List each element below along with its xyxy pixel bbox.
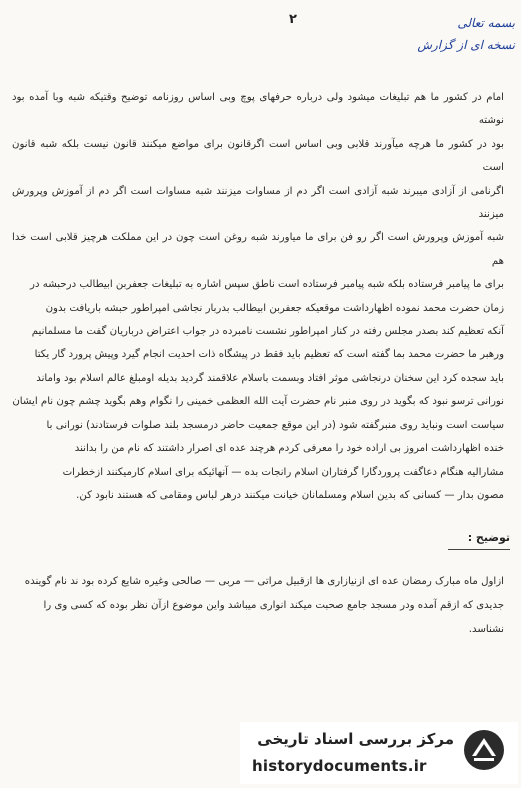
- handwritten-line-2: نسخه ای از گزارش: [417, 38, 515, 52]
- note-line: جدیدی که ازقم آمده ودر مسجد جامع صحبت میکند انواری میباشد واین موضوع ازآن نظر بوده که کسی وی را: [43, 600, 504, 611]
- report-line: اگرنامی از آزادی میبرند شبه آزادی است اگر دم از مساوات میزنند شبه مساوات است اگر دم از آموزش وپرورش میزنند: [12, 185, 504, 221]
- report-line: مشاراليه هنگام دعاگفت پروردگارا گرفتاران اسلام رانجات بده — آنهائیکه برای اسلام کارمیکنند ازخطرات: [62, 466, 504, 478]
- note-heading-label: توضیح :: [467, 531, 510, 544]
- note-heading-underline: [448, 549, 510, 551]
- report-line: امام در کشور ما هم تبلیغات میشود ولی درباره حرفهای پوچ وبی اساس روزنامه توضیح وقتیکه شبه وبا آمده بود نوشته: [12, 92, 504, 127]
- report-line: نورانی ترسو نبود که بگوید در روی منبر نام حضرت آیت الله العظمی خمینی را نگوام وهم بگوید چشم چون نام ایشان: [12, 396, 504, 408]
- note-line: ازاول ماه مبارک رمضان عده ای ازنیازاری ها ازقبیل مراتی — مربی — صالحی وغیره شایع کرده بود ند نام گوینده: [24, 576, 504, 587]
- watermark-site: historydocuments.ir: [252, 757, 427, 775]
- note-line: نشناسد.: [468, 624, 504, 635]
- report-line: شبه آموزش وپرورش است اگر رو فن برای ما میاورند شبه روغن است چون در این مملکت هرچیز قلابی است خدا هم: [12, 232, 504, 267]
- report-line: زمان حضرت محمد نموده اظهارداشت موقعیکه جعفربن ابیطالب بدربار نجاشی امپراطور حبشه باریافت بدون: [45, 302, 504, 314]
- report-line: باید سجده کرد این سخنان درنجاشی موثر افتاد وبسمت باسلام علاقمند گردید بدیله اومبلغ عالم اسلام بود واماند: [36, 372, 504, 384]
- report-line: خنده اظهارداشت امروز بی اراده خود را معرفی کردم هرچند عده ای اصرار داشتند که نام من را بدانند: [74, 443, 504, 455]
- page-number: ۲: [289, 12, 297, 27]
- report-line: سیاست است ونباید روی منبرگفته شود (در این موقع جمعیت حاضر درمسجد بلند صلوات فرستادند) نورانی با: [46, 419, 504, 431]
- report-line: مصون بدار — کسانی که بدین اسلام ومسلمانان خیانت میکنند درهر لباس ومقامی که هستند نابود کن.: [76, 489, 504, 501]
- report-line: آنکه تعظیم کند بصدر مجلس رفته در کنار امپراطور نشست نامبرده در جواب اعتراض درباریان گفت ما مسلمانیم: [31, 326, 504, 338]
- report-line: ورهبر ما حضرت محمد بما گفته است که تعظیم باید فقط در پیشگاه ذات احدیت انجام گیرد وپیش پرورد گار یکتا: [34, 349, 504, 361]
- watermark-title: مرکز بررسی اسناد تاریخی: [257, 730, 454, 748]
- note-body: [12, 570, 504, 642]
- report-body: [12, 86, 504, 507]
- report-line: بود در کشور ما هرچه میآورند قلابی وبی اساس است اگرقانون برای مواضع میکنند قانون نیست بلکه شبه قانون است: [12, 138, 504, 174]
- report-line: برای ما پیامبر فرستاده بلکه شبه پیامبر فرستاده است ناطق سپس اشاره به تبلیغات جعفربن ابیطالب درحبشه در: [30, 279, 504, 291]
- archive-watermark: [240, 722, 518, 784]
- handwritten-annotation: [330, 12, 515, 56]
- note-heading: [420, 531, 510, 544]
- handwritten-line-1: بسمه تعالی: [457, 16, 515, 30]
- history-archive-logo-icon: [462, 728, 506, 772]
